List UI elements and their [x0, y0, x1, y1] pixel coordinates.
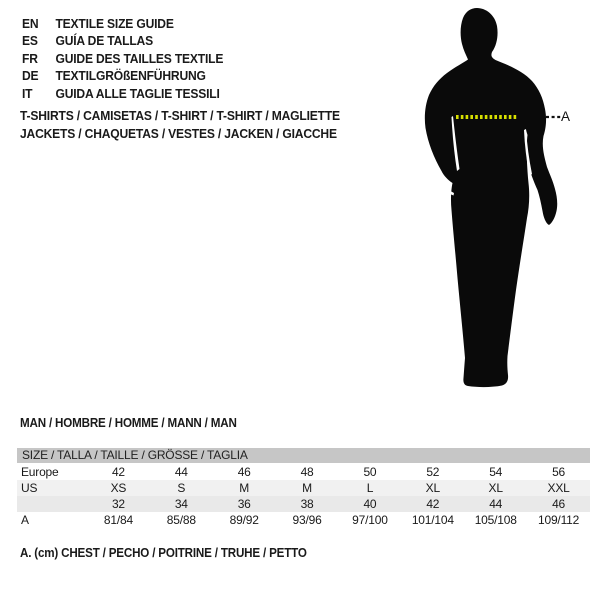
language-title: TEXTILE SIZE GUIDE — [55, 16, 174, 31]
cell: XL — [425, 481, 440, 495]
cell: S — [177, 481, 186, 495]
list-item — [22, 50, 223, 67]
list-item — [22, 32, 223, 49]
language-code: ES — [22, 33, 38, 49]
cell: 48 — [300, 465, 314, 479]
language-list — [22, 15, 223, 102]
cell: 56 — [552, 465, 566, 479]
row-label: Europe — [21, 465, 59, 479]
category-lines — [20, 107, 340, 142]
cell: 34 — [174, 497, 188, 511]
cell: 97/100 — [352, 513, 388, 527]
cell: 42 — [426, 497, 440, 511]
cell: 105/108 — [474, 513, 517, 527]
cell: XS — [110, 481, 127, 495]
table-row-us — [17, 480, 590, 496]
cell: 81/84 — [103, 513, 133, 527]
language-title: TEXTILGRÖßENFÜHRUNG — [55, 68, 206, 84]
language-title: GUÍA DE TALLAS — [55, 33, 153, 49]
cell: 40 — [363, 497, 377, 511]
cell: M — [302, 481, 312, 495]
cell: 44 — [174, 465, 188, 479]
man-silhouette — [380, 0, 600, 420]
size-table-header: SIZE / TALLA / TAILLE / GRÖSSE / TAGLIA — [17, 448, 590, 463]
cell: L — [366, 481, 374, 495]
cell: 38 — [300, 497, 314, 511]
table-row-chest — [17, 512, 590, 528]
cell: 42 — [111, 465, 125, 479]
category-line-jackets: JACKETS / CHAQUETAS / VESTES / JACKEN / GIACCHE — [20, 125, 337, 141]
cell: 52 — [426, 465, 440, 479]
cell: XL — [488, 481, 503, 495]
cell: 109/112 — [538, 513, 580, 527]
table-row-europe — [17, 464, 590, 480]
row-label — [17, 496, 87, 512]
cell: 93/96 — [292, 513, 322, 527]
language-title: GUIDA ALLE TAGLIE TESSILI — [55, 85, 220, 101]
cell: 32 — [111, 497, 125, 511]
cell: 89/92 — [229, 513, 259, 527]
silhouette-body — [425, 8, 557, 387]
list-item — [22, 67, 223, 84]
language-code: EN — [22, 16, 39, 31]
cell: 85/88 — [166, 513, 196, 527]
size-table-body — [17, 464, 590, 528]
language-code: IT — [22, 85, 33, 101]
cell: 101/104 — [411, 513, 454, 527]
measure-label-a: A — [561, 109, 571, 124]
cell: XXL — [547, 481, 570, 495]
language-title: GUIDE DES TAILLES TEXTILE — [55, 50, 224, 66]
section-title-man: MAN / HOMBRE / HOMME / MANN / MAN — [20, 416, 237, 430]
list-item — [22, 85, 223, 102]
cell: 36 — [237, 497, 251, 511]
language-code: DE — [22, 68, 39, 84]
cell: 46 — [552, 497, 566, 511]
table-row-numeric — [17, 496, 590, 512]
language-code: FR — [22, 50, 38, 66]
footnote-chest: A. (cm) CHEST / PECHO / POITRINE / TRUHE / PETTO — [20, 546, 307, 560]
cell: 54 — [489, 465, 503, 479]
cell: M — [239, 481, 250, 495]
category-line-tshirts: T-SHIRTS / CAMISETAS / T-SHIRT / T-SHIRT / MAGLIETTE — [20, 108, 340, 123]
row-label: US — [21, 481, 38, 495]
row-label: A — [21, 513, 29, 527]
cell: 50 — [363, 465, 377, 479]
cell: 44 — [489, 497, 503, 511]
list-item — [22, 15, 223, 32]
cell: 46 — [237, 465, 251, 479]
size-table — [17, 448, 590, 528]
